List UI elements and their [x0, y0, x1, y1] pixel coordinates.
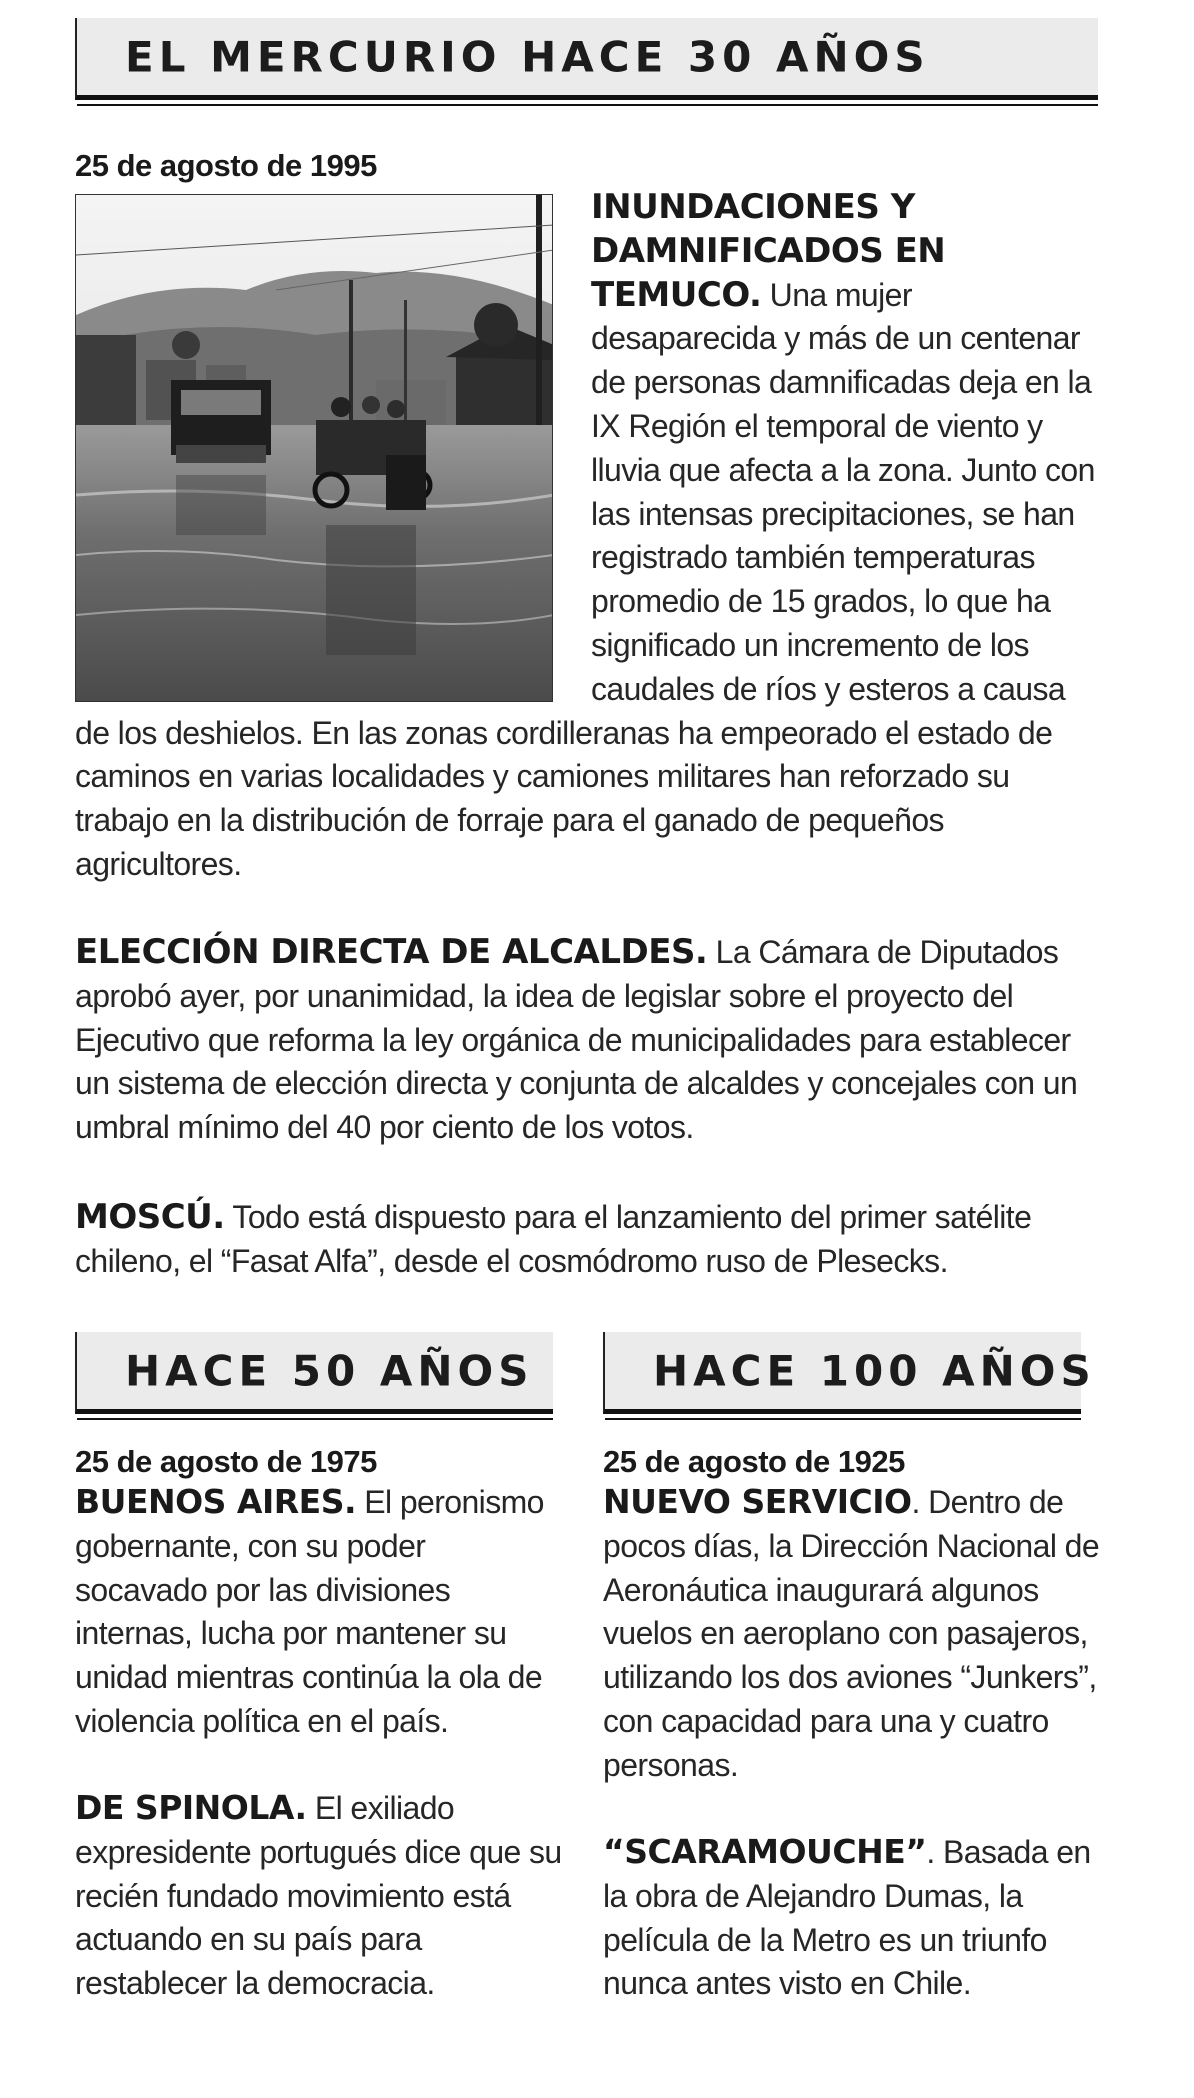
- article-lead: BUENOS AIRES.: [75, 1482, 356, 1521]
- article-body: . Basada en la obra de Alejandro Dumas, la película de la Metro es un triunfo nunca antes visto en Chile.: [603, 1834, 1091, 2002]
- section-100-date: 25 de agosto de 1925: [603, 1444, 905, 1479]
- section-50-date: 25 de agosto de 1975: [75, 1444, 377, 1479]
- article-body: Una mujer desaparecida y más de un centenar de personas damnificadas deja en la IX Región el temporal de viento y lluvia que afecta a la zona. Junto con las intensas precipitaciones, se han registrado también temperaturas promedio de 15 grados, lo que ha significado un incremento de los caudales de ríos y esteros a causa de los deshielos. En las zonas cordilleranas ha empeorado el estado de caminos en varias localidades y camiones militares han reforzado su trabajo en la distribución de forraje para el ganado de pequeños agricultores.: [75, 276, 1095, 882]
- article-body: El exiliado expresidente portugués dice que su recién fundado movimiento está actuando en su país para restablecer la democracia.: [75, 1790, 562, 2002]
- section-100-heading: HACE 100 AÑOS: [653, 1346, 1096, 1395]
- main-section-date: 25 de agosto de 1995: [75, 148, 377, 183]
- article-body: La Cámara de Diputados aprobó ayer, por unanimidad, la idea de legislar sobre el proyecto del Ejecutivo que reforma la ley orgánica de municipalidades para establecer un sistema de elección directa y conjunta de alcaldes y concejales con un umbral mínimo del 40 por ciento de los votos.: [75, 934, 1078, 1146]
- article-lead: ELECCIÓN DIRECTA DE ALCALDES.: [75, 932, 708, 972]
- article-eleccion-alcaldes: [75, 931, 1105, 1150]
- article-lead: INUNDACIONES Y DAMNIFICADOS EN TEMUCO.: [591, 187, 946, 315]
- article-nuevo-servicio: [603, 1480, 1103, 1788]
- section-50-heading: HACE 50 AÑOS: [125, 1346, 534, 1395]
- article-body: Todo está dispuesto para el lanzamiento del primer satélite chileno, el “Fasat Alfa”, desde el cosmódromo ruso de Plesecks.: [75, 1199, 1032, 1279]
- section-50-header: [75, 1332, 553, 1414]
- article-body: El peronismo gobernante, con su poder socavado por las divisiones internas, lucha por mantener su unidad mientras continúa la ola de violencia política en el país.: [75, 1484, 544, 1739]
- main-section-header: [75, 18, 1098, 100]
- article-lead: NUEVO SERVICIO: [603, 1482, 912, 1521]
- article-body: . Dentro de pocos días, la Dirección Nacional de Aeronáutica inaugurará algunos vuelos en aeroplano con pasajeros, utilizando los dos aviones “Junkers”, con capacidad para una y cuatro personas.: [603, 1484, 1100, 1783]
- main-section-heading: EL MERCURIO HACE 30 AÑOS: [125, 32, 930, 81]
- flood-photo: [75, 194, 553, 702]
- section-100-header: [603, 1332, 1096, 1414]
- article-moscu: [75, 1196, 1105, 1284]
- article-de-spinola: [75, 1786, 565, 2006]
- article-buenos-aires: [75, 1480, 565, 1744]
- flood-photo-image: [76, 195, 553, 702]
- article-scaramouche: [603, 1830, 1103, 2006]
- article-lead: “SCARAMOUCHE”: [603, 1832, 927, 1871]
- article-lead: MOSCÚ.: [75, 1197, 225, 1237]
- article-lead: DE SPINOLA.: [75, 1788, 307, 1827]
